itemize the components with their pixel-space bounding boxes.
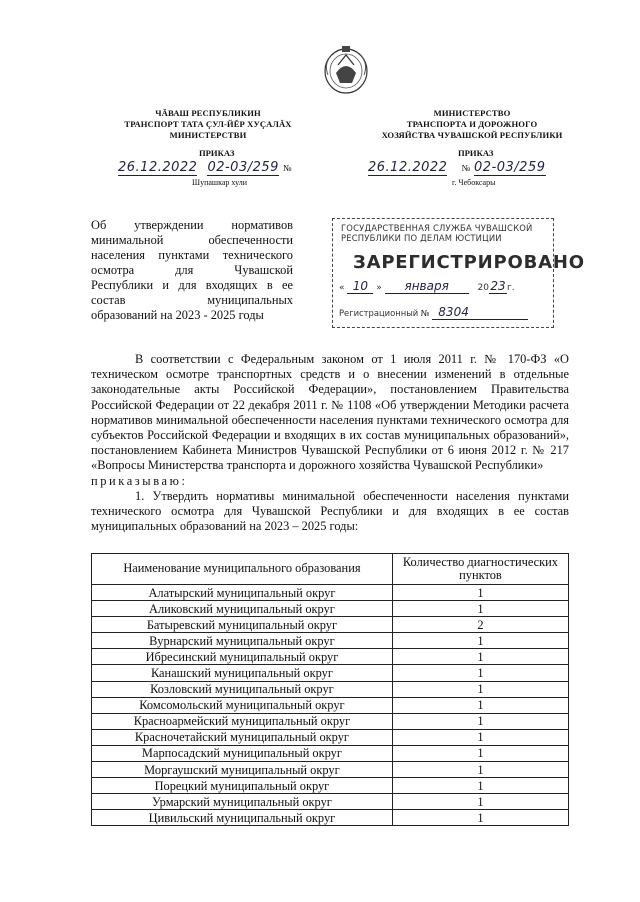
stamp-year-suffix: 23 [490, 279, 506, 293]
header-left-line3: МИНИСТЕРСТВИ [169, 130, 247, 140]
points-count-cell: 1 [392, 810, 568, 826]
points-count-cell: 1 [392, 778, 568, 794]
coat-of-arms-emblem [322, 43, 370, 95]
stamp-registration [339, 305, 528, 320]
order-word: приказываю: [91, 473, 188, 488]
header-right-line3: ХОЗЯЙСТВА ЧУВАШСКОЙ РЕСПУБЛИКИ [381, 130, 563, 140]
column-header-municipality: Наименование муниципального образования [92, 554, 393, 585]
table-row [92, 601, 569, 617]
stamp-year-g: г. [506, 283, 515, 293]
document-title [91, 218, 293, 323]
points-count-cell: 1 [392, 681, 568, 697]
preamble-paragraph: В соответствии с Федеральным законом от 1 июля 2011 г. № 170-ФЗ «О техническом осмотре транспортных средств и о внесении изменений в отдельные законодательные акты Российской Федерации», постановлением Правительства Российской Федерации от 22 декабря 2011 г. № 1108 «Об утверждении Методики расчета нормативов минимальной обеспеченности населения пунктами технического осмотра для субъектов Российской Федерации и входящих в их состав муниципальных образований», постановлением Кабинета Министров Чувашской Республики от 6 июня 2012 г. № 217 «Вопросы Министерства транспорта и дорожного хозяйства Чувашской Республики» [91, 352, 569, 473]
order-number-left: 02-03/259 [207, 160, 279, 175]
municipality-name-cell: Красноармейский муниципальный округ [92, 713, 393, 729]
municipality-name-cell: Красночетайский муниципальный округ [92, 729, 393, 745]
points-count-cell: 1 [392, 745, 568, 761]
header-right-line1: МИНИСТЕРСТВО [433, 108, 511, 118]
municipality-name-cell: Урмарский муниципальный округ [92, 794, 393, 810]
registration-stamp [332, 218, 585, 328]
points-count-cell: 2 [392, 617, 568, 633]
stamp-line2: РЕСПУБЛИКИ ПО ДЕЛАМ ЮСТИЦИИ [341, 233, 502, 243]
table-row [92, 649, 569, 665]
table-row [92, 713, 569, 729]
header-left-line2: ТРАНСПОРТ ТАТА ÇУЛ-ЙĔР ХУÇАЛĂХ [124, 119, 292, 129]
title-line: Об утверждении нормативов [91, 218, 293, 232]
table-row [92, 794, 569, 810]
clause-1-paragraph: 1. Утвердить нормативы минимальной обеспеченности населения пунктами технического осмотра для Чувашской Республики и для входящих в ее состав муниципальных образований на 2023 – 2025 годы: [91, 488, 569, 534]
stamp-year-prefix: 20 [477, 283, 489, 293]
municipality-name-cell: Моргаушский муниципальный округ [92, 762, 393, 778]
points-count-cell: 1 [392, 697, 568, 713]
stamp-month: января [385, 279, 469, 294]
stamp-registered: ЗАРЕГИСТРИРОВАНО [353, 252, 585, 273]
stamp-day: 10 [347, 279, 373, 294]
table-row [92, 810, 569, 826]
municipality-name-cell: Алатырский муниципальный округ [92, 585, 393, 601]
order-date-left: 26.12.2022 [118, 160, 198, 175]
table-header-row [92, 554, 569, 585]
stamp-quote-close: » [376, 283, 382, 293]
municipality-name-cell: Батыревский муниципальный округ [92, 617, 393, 633]
stamp-quote-open: « [339, 283, 345, 293]
table-row [92, 585, 569, 601]
place-left: Шупашкар хули [192, 178, 247, 187]
ministry-name-russian [372, 108, 572, 141]
title-line: осмотра для Чувашской [91, 263, 293, 277]
column-header-count: Количество диагностических пунктов [392, 554, 568, 585]
points-count-cell: 1 [392, 794, 568, 810]
municipality-name-cell: Канашский муниципальный округ [92, 665, 393, 681]
points-count-cell: 1 [392, 649, 568, 665]
place-right: г. Чебоксары [452, 178, 496, 187]
stamp-reg-number: 8304 [432, 305, 528, 320]
points-count-cell: 1 [392, 665, 568, 681]
table-body [92, 585, 569, 826]
order-date-number-right [368, 158, 588, 176]
points-count-cell: 1 [392, 585, 568, 601]
table-row [92, 665, 569, 681]
stamp-line1: ГОСУДАРСТВЕННАЯ СЛУЖБА ЧУВАШСКОЙ [341, 223, 533, 233]
points-count-cell: 1 [392, 633, 568, 649]
points-count-cell: 1 [392, 729, 568, 745]
table-row [92, 745, 569, 761]
points-count-cell: 1 [392, 713, 568, 729]
stamp-date [339, 279, 547, 294]
order-label-right: ПРИКАЗ [458, 148, 494, 158]
table-row [92, 762, 569, 778]
municipality-name-cell: Порецкий муниципальный округ [92, 778, 393, 794]
title-line: населения пунктами технического [91, 248, 293, 262]
title-line: образований на 2023 - 2025 годы [91, 308, 264, 322]
stamp-reg-label: Регистрационный № [339, 308, 430, 318]
title-line: Республики и для входящих в ее [91, 278, 293, 292]
municipality-name-cell: Ибресинский муниципальный округ [92, 649, 393, 665]
municipality-name-cell: Козловский муниципальный округ [92, 681, 393, 697]
municipality-name-cell: Марпосадский муниципальный округ [92, 745, 393, 761]
order-label-left: ПРИКАЗ [199, 148, 235, 158]
table-row [92, 633, 569, 649]
header-left-line1: ЧĂВАШ РЕСПУБЛИКИН [155, 108, 261, 118]
municipality-name-cell: Комсомольский муниципальный округ [92, 697, 393, 713]
municipality-name-cell: Аликовский муниципальный округ [92, 601, 393, 617]
header-right-line2: ТРАНСПОРТА И ДОРОЖНОГО [406, 119, 538, 129]
document-body [91, 352, 569, 534]
table-row [92, 697, 569, 713]
table-row [92, 617, 569, 633]
table-row [92, 681, 569, 697]
order-date-right: 26.12.2022 [368, 160, 448, 175]
points-count-cell: 1 [392, 762, 568, 778]
norms-table [91, 553, 569, 826]
municipality-name-cell: Вурнарский муниципальный округ [92, 633, 393, 649]
points-count-cell: 1 [392, 601, 568, 617]
title-line: минимальной обеспеченности [91, 233, 293, 247]
order-date-number-left [118, 158, 298, 176]
number-sign-right: № [461, 163, 471, 173]
order-number-right: 02-03/259 [474, 160, 546, 175]
table-row [92, 729, 569, 745]
title-line: состав муниципальных [91, 293, 293, 307]
number-sign-left: № [282, 163, 292, 173]
municipality-name-cell: Цивильский муниципальный округ [92, 810, 393, 826]
table-row [92, 778, 569, 794]
ministry-name-chuvash [108, 108, 308, 141]
